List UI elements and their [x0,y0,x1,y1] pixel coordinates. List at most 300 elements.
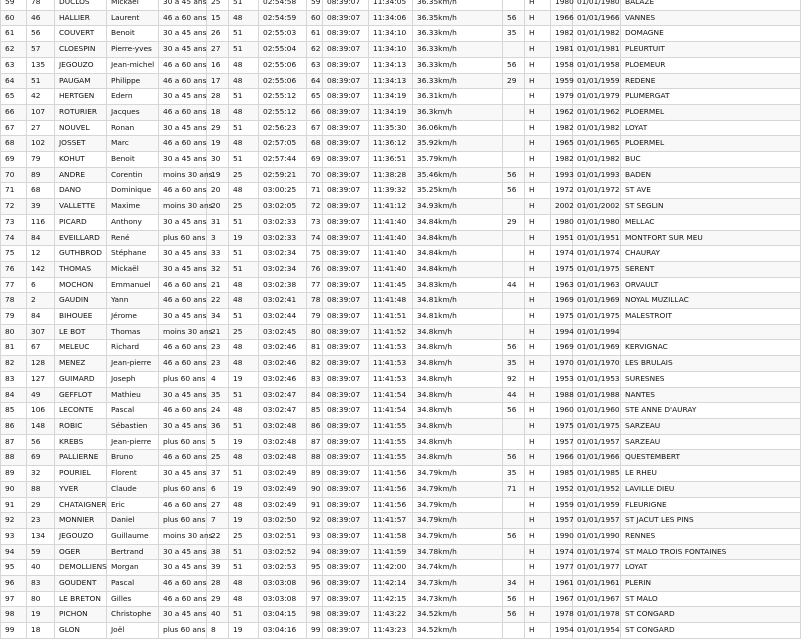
table-cell[interactable]: 30 a 45 ans [159,387,207,403]
table-cell[interactable]: 25 [229,167,259,183]
table-cell[interactable]: 72 [307,199,323,215]
table-cell[interactable]: 46 a 60 ans [159,497,207,513]
table-cell[interactable]: GOUDENT [55,576,107,592]
table-cell[interactable]: HALLIER [55,10,107,26]
table-cell[interactable]: 2 [27,293,55,309]
table-cell[interactable]: NOUVEL [55,120,107,136]
table-cell[interactable]: 03:02:33 [259,230,307,246]
table-cell[interactable]: 19 [207,167,229,183]
table-cell[interactable]: 19 [229,230,259,246]
table-cell[interactable]: 23 [27,513,55,529]
table-cell[interactable]: 08:39:07 [323,167,369,183]
table-cell[interactable]: 03:00:25 [259,183,307,199]
table-cell[interactable]: 51 [229,26,259,42]
table-cell[interactable]: LES BRULAIS [621,356,801,372]
table-cell[interactable]: 107 [27,104,55,120]
table-cell[interactable]: 08:39:07 [323,246,369,262]
table-cell[interactable]: REDENE [621,73,801,89]
table-cell[interactable]: NANTES [621,387,801,403]
table-cell[interactable]: 03:02:47 [259,403,307,419]
table-cell[interactable]: 56 [503,450,525,466]
table-cell[interactable]: 68 [1,136,27,152]
table-cell[interactable]: 11:41:55 [369,450,413,466]
table-cell[interactable]: 51 [229,89,259,105]
table-cell[interactable]: 11:42:14 [369,576,413,592]
table-cell[interactable]: 48 [229,293,259,309]
table-cell[interactable]: 46 a 60 ans [159,104,207,120]
table-cell[interactable]: 46 a 60 ans [159,136,207,152]
table-cell[interactable]: H [525,403,551,419]
table-cell[interactable]: SURESNES [621,371,801,387]
table-cell[interactable]: 11:41:54 [369,403,413,419]
table-cell[interactable]: 36.35km/h [413,0,503,10]
table-cell[interactable]: 31 [207,214,229,230]
table-cell[interactable]: 11:41:57 [369,513,413,529]
table-cell[interactable]: 08:39:07 [323,10,369,26]
table-cell[interactable]: 1993 [551,167,573,183]
table-cell[interactable]: 08:39:07 [323,340,369,356]
table-cell[interactable]: 46 a 60 ans [159,73,207,89]
table-cell[interactable]: H [525,481,551,497]
table-cell[interactable]: 82 [307,356,323,372]
table-cell[interactable]: 11:41:56 [369,481,413,497]
table-cell[interactable]: GEFFLOT [55,387,107,403]
table-cell[interactable]: JEGOUZO [55,528,107,544]
table-cell[interactable]: 34.73km/h [413,591,503,607]
table-cell[interactable]: 56 [503,183,525,199]
table-cell[interactable]: 27 [207,497,229,513]
table-cell[interactable]: 74 [307,230,323,246]
table-cell[interactable]: Pascal [107,576,159,592]
table-cell[interactable]: 61 [1,26,27,42]
table-cell[interactable]: GLON [55,623,107,639]
table-cell[interactable]: 03:02:34 [259,246,307,262]
table-cell[interactable]: 81 [307,340,323,356]
table-cell[interactable]: moins 30 ans [159,167,207,183]
table-cell[interactable]: 1960 [551,403,573,419]
table-cell[interactable]: 01/01/1975 [573,309,621,325]
table-cell[interactable]: 46 a 60 ans [159,57,207,73]
table-cell[interactable]: 1974 [551,544,573,560]
table-cell[interactable]: 30 a 45 ans [159,120,207,136]
table-cell[interactable]: 1959 [551,73,573,89]
table-cell[interactable] [503,42,525,58]
table-cell[interactable]: 1966 [551,10,573,26]
table-cell[interactable]: SARZEAU [621,418,801,434]
table-cell[interactable]: LOYAT [621,120,801,136]
table-cell[interactable]: moins 30 ans [159,199,207,215]
table-cell[interactable]: 46 a 60 ans [159,277,207,293]
table-cell[interactable]: PLERIN [621,576,801,592]
table-cell[interactable]: 11:34:19 [369,104,413,120]
table-cell[interactable]: LOYAT [621,560,801,576]
table-cell[interactable]: 92 [1,513,27,529]
table-cell[interactable]: 34.78km/h [413,544,503,560]
table-cell[interactable] [503,199,525,215]
table-cell[interactable]: FLEURIGNE [621,497,801,513]
table-cell[interactable]: 01/01/1965 [573,136,621,152]
table-cell[interactable]: 32 [27,466,55,482]
table-cell[interactable]: 2002 [551,199,573,215]
table-cell[interactable]: H [525,544,551,560]
table-cell[interactable]: 01/01/1961 [573,576,621,592]
table-cell[interactable]: 18 [27,623,55,639]
table-cell[interactable]: 03:02:34 [259,261,307,277]
table-cell[interactable]: 08:39:07 [323,497,369,513]
table-cell[interactable]: 61 [307,26,323,42]
table-cell[interactable]: SERENT [621,261,801,277]
table-cell[interactable]: 08:39:07 [323,57,369,73]
table-cell[interactable]: ST MALO [621,591,801,607]
table-cell[interactable]: Benoit [107,152,159,168]
table-cell[interactable]: 34.8km/h [413,434,503,450]
table-cell[interactable]: 11:41:56 [369,497,413,513]
table-cell[interactable]: 1979 [551,89,573,105]
table-cell[interactable]: 30 a 45 ans [159,309,207,325]
table-cell[interactable]: 82 [1,356,27,372]
table-cell[interactable]: 08:39:07 [323,591,369,607]
table-cell[interactable]: plus 60 ans [159,230,207,246]
table-cell[interactable]: 02:55:03 [259,26,307,42]
table-cell[interactable]: 5 [207,434,229,450]
table-cell[interactable]: 02:59:21 [259,167,307,183]
table-cell[interactable]: ST CONGARD [621,607,801,623]
table-cell[interactable]: DANO [55,183,107,199]
table-cell[interactable]: 66 [307,104,323,120]
table-cell[interactable]: H [525,183,551,199]
table-cell[interactable]: 35 [503,26,525,42]
table-cell[interactable]: ORVAULT [621,277,801,293]
table-cell[interactable]: 116 [27,214,55,230]
table-cell[interactable]: 60 [1,10,27,26]
table-cell[interactable]: 34.8km/h [413,403,503,419]
table-cell[interactable]: 95 [1,560,27,576]
table-cell[interactable]: 46 a 60 ans [159,340,207,356]
table-cell[interactable]: 48 [229,136,259,152]
table-cell[interactable] [503,434,525,450]
table-cell[interactable]: 83 [1,371,27,387]
table-cell[interactable]: 142 [27,261,55,277]
table-cell[interactable]: 98 [307,607,323,623]
table-cell[interactable]: PLOEMEUR [621,57,801,73]
table-cell[interactable]: 02:55:12 [259,89,307,105]
table-cell[interactable]: COUVERT [55,26,107,42]
table-cell[interactable]: 08:39:07 [323,89,369,105]
table-cell[interactable]: 11:34:13 [369,57,413,73]
table-cell[interactable]: 01/01/1980 [573,0,621,10]
table-cell[interactable]: Pierre-yves [107,42,159,58]
table-cell[interactable]: 99 [307,623,323,639]
table-cell[interactable] [503,89,525,105]
table-cell[interactable]: 08:39:07 [323,293,369,309]
table-cell[interactable]: 71 [1,183,27,199]
table-cell[interactable]: MELLAC [621,214,801,230]
table-cell[interactable] [503,152,525,168]
table-cell[interactable]: 59 [27,544,55,560]
table-cell[interactable] [503,309,525,325]
table-cell[interactable]: MELEUC [55,340,107,356]
table-cell[interactable]: 30 a 45 ans [159,42,207,58]
table-cell[interactable]: 56 [503,10,525,26]
table-cell[interactable]: 11:41:59 [369,544,413,560]
table-cell[interactable]: 25 [229,528,259,544]
table-cell[interactable]: 62 [307,42,323,58]
table-cell[interactable]: Jérome [107,309,159,325]
table-cell[interactable]: H [525,356,551,372]
table-cell[interactable]: 89 [1,466,27,482]
table-cell[interactable]: 75 [1,246,27,262]
table-cell[interactable]: 60 [307,10,323,26]
table-cell[interactable]: 01/01/1977 [573,560,621,576]
table-cell[interactable]: QUESTEMBERT [621,450,801,466]
table-cell[interactable]: Anthony [107,214,159,230]
table-cell[interactable]: H [525,57,551,73]
table-cell[interactable]: 66 [1,104,27,120]
table-cell[interactable]: 46 a 60 ans [159,591,207,607]
table-cell[interactable]: 69 [1,152,27,168]
table-cell[interactable]: 1969 [551,293,573,309]
table-cell[interactable]: MOCHON [55,277,107,293]
table-cell[interactable]: 30 a 45 ans [159,0,207,10]
table-cell[interactable]: PAUGAM [55,73,107,89]
table-cell[interactable]: 11:41:58 [369,528,413,544]
table-cell[interactable]: 08:39:07 [323,418,369,434]
table-cell[interactable]: 11:34:10 [369,42,413,58]
table-cell[interactable]: 67 [307,120,323,136]
table-cell[interactable]: 03:03:08 [259,591,307,607]
table-cell[interactable]: 01/01/1982 [573,26,621,42]
table-cell[interactable]: 79 [307,309,323,325]
table-cell[interactable]: H [525,560,551,576]
table-cell[interactable]: 23 [207,340,229,356]
table-cell[interactable]: 65 [1,89,27,105]
table-cell[interactable]: H [525,261,551,277]
table-cell[interactable]: 30 [207,152,229,168]
table-cell[interactable]: 71 [307,183,323,199]
table-cell[interactable]: 19 [229,481,259,497]
table-cell[interactable]: 35 [503,466,525,482]
table-cell[interactable]: 01/01/1958 [573,57,621,73]
table-cell[interactable]: 1982 [551,120,573,136]
table-cell[interactable]: H [525,230,551,246]
table-cell[interactable]: ST CONGARD [621,623,801,639]
table-cell[interactable]: 1970 [551,356,573,372]
table-cell[interactable]: 08:39:07 [323,0,369,10]
table-cell[interactable]: ST SEGLIN [621,199,801,215]
table-cell[interactable]: 48 [229,104,259,120]
table-cell[interactable]: 08:39:07 [323,403,369,419]
table-cell[interactable]: 02:55:04 [259,42,307,58]
table-cell[interactable]: 30 a 45 ans [159,246,207,262]
table-cell[interactable]: 64 [307,73,323,89]
table-cell[interactable]: ANDRE [55,167,107,183]
table-cell[interactable]: 34.79km/h [413,528,503,544]
table-cell[interactable]: 84 [27,230,55,246]
table-cell[interactable]: 49 [27,387,55,403]
table-cell[interactable]: 48 [229,356,259,372]
table-cell[interactable] [503,136,525,152]
table-cell[interactable]: PICARD [55,214,107,230]
table-cell[interactable]: 36.33km/h [413,57,503,73]
table-cell[interactable]: 1975 [551,261,573,277]
table-cell[interactable]: 56 [27,26,55,42]
table-cell[interactable]: 02:55:12 [259,104,307,120]
table-cell[interactable]: 34.52km/h [413,623,503,639]
table-cell[interactable]: 08:39:07 [323,309,369,325]
table-cell[interactable]: 12 [27,246,55,262]
table-cell[interactable]: Sébastien [107,418,159,434]
table-cell[interactable]: H [525,371,551,387]
table-cell[interactable]: 30 a 45 ans [159,418,207,434]
table-cell[interactable]: 01/01/1970 [573,356,621,372]
table-cell[interactable]: 75 [307,246,323,262]
table-cell[interactable]: 34.74km/h [413,560,503,576]
table-cell[interactable]: 03:02:45 [259,324,307,340]
table-cell[interactable]: THOMAS [55,261,107,277]
table-cell[interactable]: 34.8km/h [413,387,503,403]
table-cell[interactable]: moins 30 ans [159,528,207,544]
table-cell[interactable]: 93 [307,528,323,544]
table-cell[interactable] [503,324,525,340]
table-cell[interactable]: 56 [503,591,525,607]
table-cell[interactable]: CHAURAY [621,246,801,262]
table-cell[interactable]: 03:02:48 [259,418,307,434]
table-cell[interactable]: 34.8km/h [413,450,503,466]
table-cell[interactable]: 57 [27,42,55,58]
table-cell[interactable]: 01/01/1952 [573,481,621,497]
table-cell[interactable]: 34.8km/h [413,324,503,340]
table-cell[interactable]: H [525,104,551,120]
table-cell[interactable]: 96 [307,576,323,592]
table-cell[interactable]: H [525,513,551,529]
table-cell[interactable]: 34.81km/h [413,293,503,309]
table-cell[interactable]: 01/01/1954 [573,623,621,639]
table-cell[interactable]: Guillaume [107,528,159,544]
table-cell[interactable]: 73 [307,214,323,230]
table-cell[interactable]: 30 a 45 ans [159,261,207,277]
table-cell[interactable]: 03:02:47 [259,387,307,403]
table-cell[interactable]: 11:41:48 [369,293,413,309]
table-cell[interactable]: Jean-michel [107,57,159,73]
table-cell[interactable]: SARZEAU [621,434,801,450]
table-cell[interactable]: 37 [207,466,229,482]
table-cell[interactable]: 03:02:46 [259,356,307,372]
table-cell[interactable]: 51 [229,246,259,262]
table-cell[interactable]: HERTGEN [55,89,107,105]
table-cell[interactable]: 72 [1,199,27,215]
table-cell[interactable]: 03:02:53 [259,560,307,576]
table-cell[interactable]: 34.79km/h [413,481,503,497]
table-cell[interactable]: YVER [55,481,107,497]
table-cell[interactable]: 11:36:12 [369,136,413,152]
table-cell[interactable]: KERVIGNAC [621,340,801,356]
table-cell[interactable]: 80 [307,324,323,340]
table-cell[interactable]: H [525,89,551,105]
table-cell[interactable]: 1965 [551,136,573,152]
table-cell[interactable]: CLOESPIN [55,42,107,58]
table-cell[interactable]: 01/01/1978 [573,607,621,623]
table-cell[interactable]: 35.92km/h [413,136,503,152]
table-cell[interactable]: 6 [27,277,55,293]
table-cell[interactable]: 74 [1,230,27,246]
table-cell[interactable]: 34.52km/h [413,607,503,623]
table-cell[interactable]: 11:39:32 [369,183,413,199]
table-cell[interactable]: 03:02:49 [259,481,307,497]
table-cell[interactable]: 51 [229,0,259,10]
table-cell[interactable]: 84 [1,387,27,403]
table-cell[interactable]: 46 [27,10,55,26]
table-cell[interactable]: Marc [107,136,159,152]
table-cell[interactable]: GUIMARD [55,371,107,387]
table-cell[interactable]: 36.06km/h [413,120,503,136]
table-cell[interactable]: 85 [307,403,323,419]
table-cell[interactable]: 1994 [551,324,573,340]
table-cell[interactable]: 01/01/1960 [573,403,621,419]
table-cell[interactable]: 78 [1,293,27,309]
table-cell[interactable]: H [525,246,551,262]
table-cell[interactable]: 30 a 45 ans [159,89,207,105]
table-cell[interactable]: 88 [1,450,27,466]
table-cell[interactable]: 11:41:55 [369,434,413,450]
table-cell[interactable]: 56 [503,528,525,544]
table-cell[interactable]: 48 [229,57,259,73]
table-cell[interactable]: 22 [207,293,229,309]
table-cell[interactable]: DOMAGNE [621,26,801,42]
table-cell[interactable] [503,513,525,529]
table-cell[interactable]: GUTHBROD [55,246,107,262]
table-cell[interactable]: plus 60 ans [159,434,207,450]
table-cell[interactable]: 01/01/1980 [573,214,621,230]
table-cell[interactable]: 68 [307,136,323,152]
table-cell[interactable]: 56 [503,57,525,73]
table-cell[interactable]: 51 [229,466,259,482]
table-cell[interactable]: Thomas [107,324,159,340]
table-cell[interactable]: Florent [107,466,159,482]
table-cell[interactable]: Laurent [107,10,159,26]
table-cell[interactable]: 80 [27,591,55,607]
table-cell[interactable]: 1969 [551,340,573,356]
table-cell[interactable]: 86 [307,418,323,434]
table-cell[interactable]: Emmanuel [107,277,159,293]
table-cell[interactable]: H [525,167,551,183]
table-cell[interactable]: 78 [27,0,55,10]
table-cell[interactable]: 77 [1,277,27,293]
table-cell[interactable]: 39 [207,560,229,576]
table-cell[interactable]: 51 [229,544,259,560]
table-cell[interactable]: 89 [307,466,323,482]
table-cell[interactable]: 27 [27,120,55,136]
table-cell[interactable]: H [525,42,551,58]
table-cell[interactable]: 01/01/1975 [573,261,621,277]
table-cell[interactable]: 84 [307,387,323,403]
table-cell[interactable]: 08:39:07 [323,26,369,42]
table-cell[interactable]: ST AVE [621,183,801,199]
table-cell[interactable]: H [525,387,551,403]
table-cell[interactable]: 76 [307,261,323,277]
table-cell[interactable]: plus 60 ans [159,513,207,529]
table-cell[interactable]: LECONTE [55,403,107,419]
table-cell[interactable]: 48 [229,576,259,592]
table-cell[interactable]: JEGOUZO [55,57,107,73]
table-cell[interactable]: 1980 [551,214,573,230]
table-cell[interactable]: KREBS [55,434,107,450]
table-cell[interactable]: 01/01/1969 [573,293,621,309]
table-cell[interactable]: Jean-pierre [107,434,159,450]
table-cell[interactable]: 1958 [551,57,573,73]
table-cell[interactable]: 44 [503,387,525,403]
table-cell[interactable]: POURIEL [55,466,107,482]
table-cell[interactable]: 34.8km/h [413,418,503,434]
